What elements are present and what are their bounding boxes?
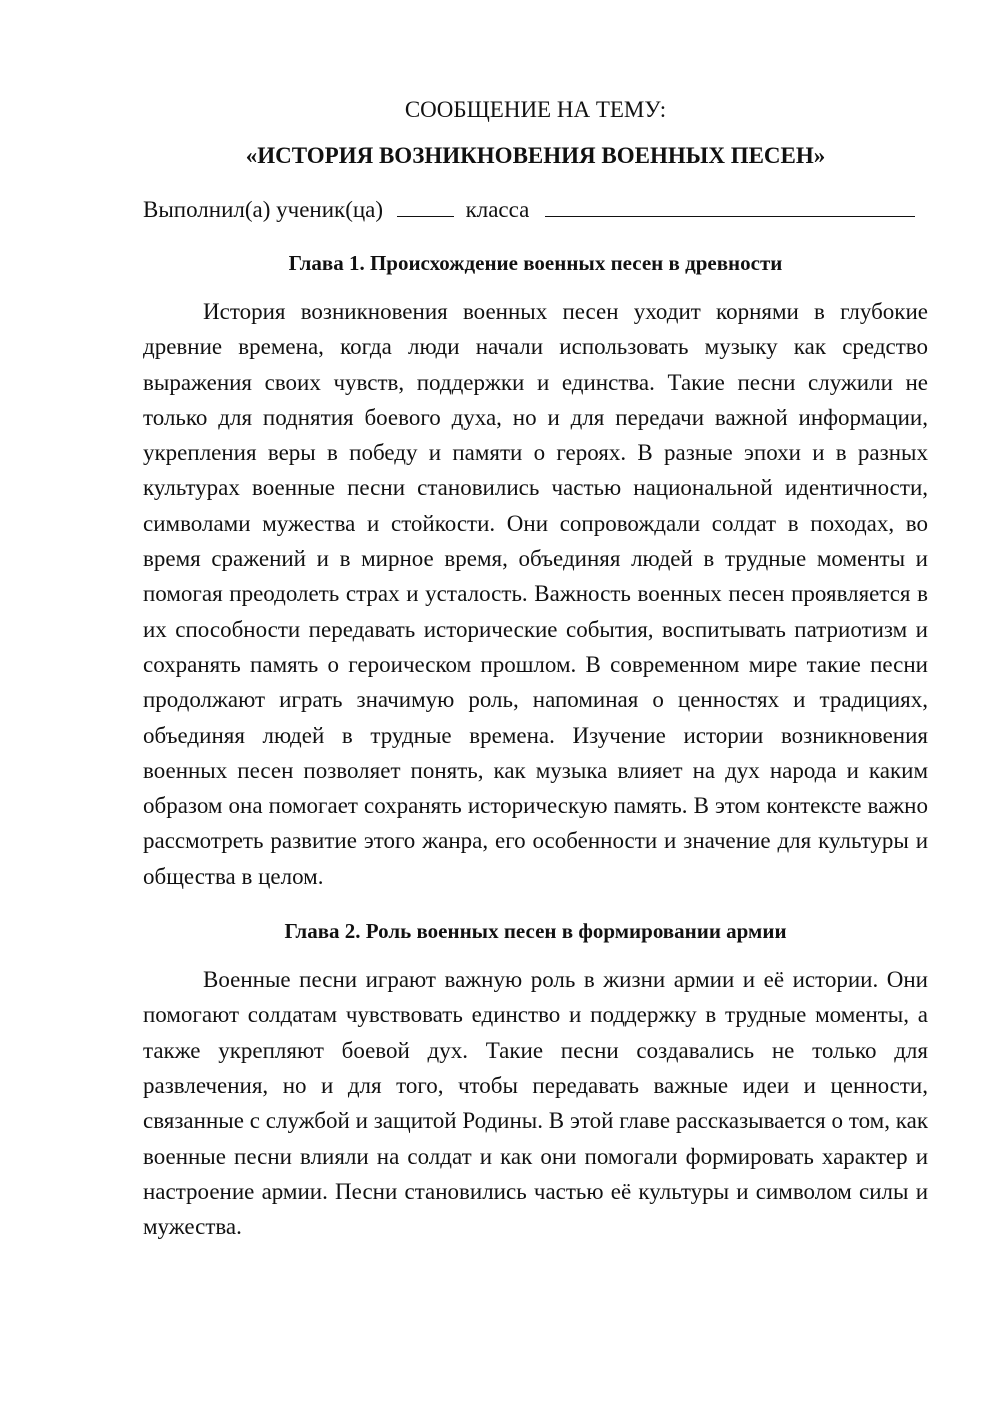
chapter-1-text: История возникновения военных песен уходит корнями в глубокие древние времена, когда люди начали использовать музыку как средство выражения своих чувств, поддержки и единства. Такие песни служили не только для поднятия боевого духа, но и для передачи важной информации, укрепления веры в победу и памяти о героях. В разные эпохи и в разных культурах военные песни становились частью национальной идентичности, символами мужества и стойкости. Они сопровождали солдат в походах, во время сражений и в мирное время, объединяя людей в трудные моменты и помогая преодолеть страх и усталость. Важность военных песен проявляется в их способности передавать исторические события, воспитывать патриотизм и сохранять память о героическом прошлом. В современном мире такие песни продолжают играть значимую роль, напоминая о ценностях и традициях, объединяя людей в трудные времена. Изучение истории возникновения военных песен позволяет понять, как музыка влияет на дух народа и каким образом она помогает сохранять историческую память. В этом контексте важно рассмотреть развитие этого жанра, его особенности и значение для культуры и общества в целом. bbox=[143, 299, 928, 889]
document-title: «ИСТОРИЯ ВОЗНИКНОВЕНИЯ ВОЕННЫХ ПЕСЕН» bbox=[245, 143, 826, 168]
chapter-2-text: Военные песни играют важную роль в жизни армии и её истории. Они помогают солдатам чувствовать единство и поддержку в трудные моменты, а также укрепляют боевой дух. Такие песни создавались не только для развлечения, но и для того, чтобы передавать важные идеи и ценности, связанные с службой и защитой Родины. В этой главе рассказывается о том, как военные песни влияли на солдат и как они помогали формировать характер и настроение армии. Песни становились частью её культуры и символом силы и мужества. bbox=[143, 967, 928, 1240]
name-blank bbox=[545, 192, 915, 217]
grade-blank bbox=[397, 192, 454, 217]
chapter-1-title: Глава 1. Происхождение военных песен в древности bbox=[288, 251, 783, 275]
topic-heading: СООБЩЕНИЕ НА ТЕМУ: bbox=[404, 97, 667, 122]
author-label: Выполнил(а) ученик(ца) bbox=[143, 197, 384, 222]
class-label: класса bbox=[465, 197, 530, 222]
author-line bbox=[143, 192, 928, 228]
document-page bbox=[143, 92, 928, 1244]
chapter-2-title: Глава 2. Роль военных песен в формировании армии bbox=[284, 919, 787, 944]
